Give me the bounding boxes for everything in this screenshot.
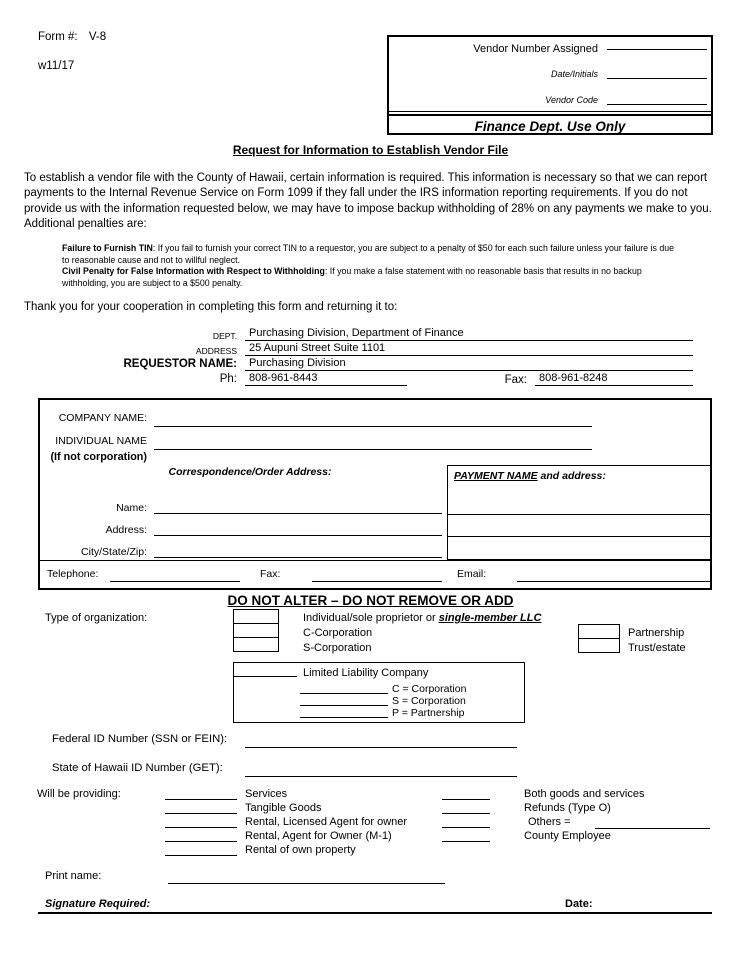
c-corporation-label: C-Corporation	[303, 627, 373, 639]
s-corporation-label: S-Corporation	[303, 642, 372, 654]
requestor-row	[0, 356, 693, 371]
s-corporation-checkbox[interactable]	[233, 637, 279, 652]
providing-own-property-label: Rental of own property	[245, 844, 356, 856]
partnership-checkbox[interactable]	[578, 624, 620, 639]
vendor-code-label: Vendor Code	[545, 95, 598, 105]
llc-box	[233, 662, 525, 723]
providing-goods-field[interactable]	[165, 802, 237, 814]
finance-box-divider	[389, 111, 711, 112]
corr-city-field[interactable]	[154, 545, 442, 558]
dept-label: DEPT.	[212, 330, 237, 341]
llc-label: Limited Liability Company	[303, 667, 429, 679]
individual-name-note: (If not corporation)	[50, 451, 147, 463]
date-label: Date:	[565, 898, 593, 910]
trust-estate-checkbox[interactable]	[578, 638, 620, 653]
box-fax-field[interactable]	[312, 569, 442, 582]
org-checkbox-stack-right	[578, 625, 620, 653]
penalty-tin-text: : If you fail to furnish your correct TIN to a requestor, you are subject to a penalty of $50 for each such failure unless your failure is due to reasonable cause and not to willful neglect.	[62, 243, 674, 265]
trust-estate-label: Trust/estate	[628, 642, 686, 654]
payment-name-box	[447, 465, 711, 560]
fax-label: Fax:	[504, 374, 527, 386]
email-label: Email:	[457, 568, 487, 580]
telephone-label: Telephone:	[47, 568, 99, 580]
payment-name-underlined: PAYMENT NAME	[454, 470, 538, 482]
individual-name-field[interactable]	[154, 437, 592, 450]
penalty-tin-title: Failure to Furnish TIN	[62, 243, 153, 253]
penalty-civil-title: Civil Penalty for False Information with Respect to Withholding	[62, 266, 325, 277]
providing-refunds-label: Refunds (Type O)	[524, 802, 611, 814]
form-number-value: V-8	[88, 31, 107, 43]
corr-name-label: Name:	[116, 502, 147, 514]
dept-row	[0, 326, 693, 341]
providing-services-label: Services	[245, 788, 288, 800]
providing-county-field[interactable]	[442, 830, 490, 842]
federal-id-label: Federal ID Number (SSN or FEIN):	[52, 733, 228, 745]
individual-name-label: INDIVIDUAL NAME	[55, 435, 147, 447]
providing-services-field[interactable]	[165, 788, 237, 800]
partnership-label: Partnership	[628, 627, 685, 639]
llc-p-field[interactable]	[300, 706, 388, 718]
federal-id-field[interactable]	[245, 735, 517, 748]
telephone-field[interactable]	[110, 569, 240, 582]
form-revision: w11/17	[38, 60, 75, 72]
payment-cell-divider	[448, 536, 710, 537]
penalties-paragraph	[62, 243, 680, 289]
phone-fax-row	[0, 371, 693, 386]
requestor-label: REQUESTOR NAME:	[123, 358, 237, 371]
address-field[interactable]: 25 Aupuni Street Suite 1101	[245, 342, 693, 356]
signature-field[interactable]	[38, 912, 712, 914]
ph-label: Ph:	[219, 373, 237, 386]
company-name-label: COMPANY NAME:	[58, 412, 147, 424]
correspondence-header: Correspondence/Order Address:	[168, 466, 332, 478]
form-number-label: Form #:	[38, 31, 78, 43]
providing-label: Will be providing:	[37, 788, 121, 800]
form-number	[38, 31, 106, 43]
providing-both-field[interactable]	[442, 788, 490, 800]
requestor-field[interactable]: Purchasing Division	[245, 357, 693, 371]
fax-field[interactable]: 808-961-8248	[535, 372, 693, 386]
providing-rental-licensed-label: Rental, Licensed Agent for owner	[245, 816, 408, 828]
print-name-label: Print name:	[45, 870, 102, 882]
signature-required-label: Signature Required:	[45, 898, 151, 910]
intro-paragraph: To establish a vendor file with the County of Hawaii, certain information is required. This information is necessary so that we can report payments to the Internal Revenue Service on Form 1099 if they fall under the IRS information reporting requirements. If you do not provide us with the information requested below, we may have to impose backup withholding of 28% on any payments we make to you. Additional penalties are:	[24, 172, 712, 230]
llc-s-label: S = Corporation	[392, 695, 466, 707]
providing-goods-label: Tangible Goods	[245, 802, 322, 814]
hawaii-id-label: State of Hawaii ID Number (GET):	[52, 762, 223, 774]
providing-others-field[interactable]	[442, 816, 490, 828]
company-name-field[interactable]	[154, 414, 592, 427]
providing-rental-agent-field[interactable]	[165, 830, 237, 842]
payment-header	[448, 466, 710, 482]
providing-others-label: Others =	[528, 816, 571, 828]
contact-row-divider	[40, 560, 710, 561]
thanks-line: Thank you for your cooperation in completing this form and returning it to:	[24, 301, 398, 313]
email-field[interactable]	[517, 569, 712, 582]
payment-cell-divider	[448, 514, 710, 515]
providing-refunds-field[interactable]	[442, 802, 490, 814]
finance-dept-box	[387, 35, 713, 135]
providing-rental-agent-label: Rental, Agent for Owner (M-1)	[245, 830, 392, 842]
print-name-field[interactable]	[168, 872, 445, 884]
vendor-code-field[interactable]	[607, 92, 707, 105]
providing-rental-licensed-field[interactable]	[165, 816, 237, 828]
payment-header-rest: and address:	[537, 470, 606, 482]
llc-field[interactable]	[234, 663, 297, 677]
penalty-civil-text: : If you make a false statement with no reasonable basis that results in no backup withholding, you are subject to a $500 penalty.	[62, 266, 642, 288]
dept-field[interactable]: Purchasing Division, Department of Finance	[245, 327, 693, 341]
individual-checkbox[interactable]	[233, 609, 279, 624]
llc-c-label: C = Corporation	[392, 683, 467, 695]
do-not-alter-heading: DO NOT ALTER – DO NOT REMOVE OR ADD	[227, 593, 514, 608]
date-initials-field[interactable]	[607, 66, 707, 79]
c-corporation-checkbox[interactable]	[233, 623, 279, 638]
corr-name-field[interactable]	[154, 501, 442, 514]
corr-address-label: Address:	[105, 524, 147, 536]
org-checkbox-stack-left	[233, 610, 279, 652]
llc-s-field[interactable]	[300, 694, 388, 706]
vendor-number-label: Vendor Number Assigned	[473, 43, 598, 55]
address-label: ADDRESS	[195, 345, 237, 356]
providing-both-label: Both goods and services	[524, 788, 645, 800]
llc-c-field[interactable]	[300, 682, 388, 694]
individual-option-label	[303, 612, 541, 624]
hawaii-id-field[interactable]	[245, 764, 517, 777]
finance-box-title: Finance Dept. Use Only	[389, 114, 711, 133]
providing-own-property-field[interactable]	[165, 844, 237, 856]
page-title: Request for Information to Establish Vendor File	[232, 143, 509, 157]
single-member-llc-text: single-member LLC	[438, 612, 542, 624]
address-row	[0, 341, 693, 356]
date-initials-label: Date/Initials	[550, 69, 598, 79]
ph-field[interactable]: 808-961-8443	[245, 372, 407, 386]
org-type-label: Type of organization:	[45, 612, 148, 624]
llc-p-label: P = Partnership	[392, 707, 465, 719]
providing-county-label: County Employee	[524, 830, 611, 842]
vendor-number-field[interactable]	[607, 37, 707, 50]
return-to-block	[0, 326, 693, 386]
corr-address-field[interactable]	[154, 523, 442, 536]
vendor-info-box	[38, 398, 712, 590]
providing-others-value-field[interactable]	[595, 817, 710, 829]
corr-city-label: City/State/Zip:	[81, 546, 147, 558]
box-fax-label: Fax:	[260, 568, 281, 580]
individual-option-text: Individual/sole proprietor or	[303, 612, 439, 624]
